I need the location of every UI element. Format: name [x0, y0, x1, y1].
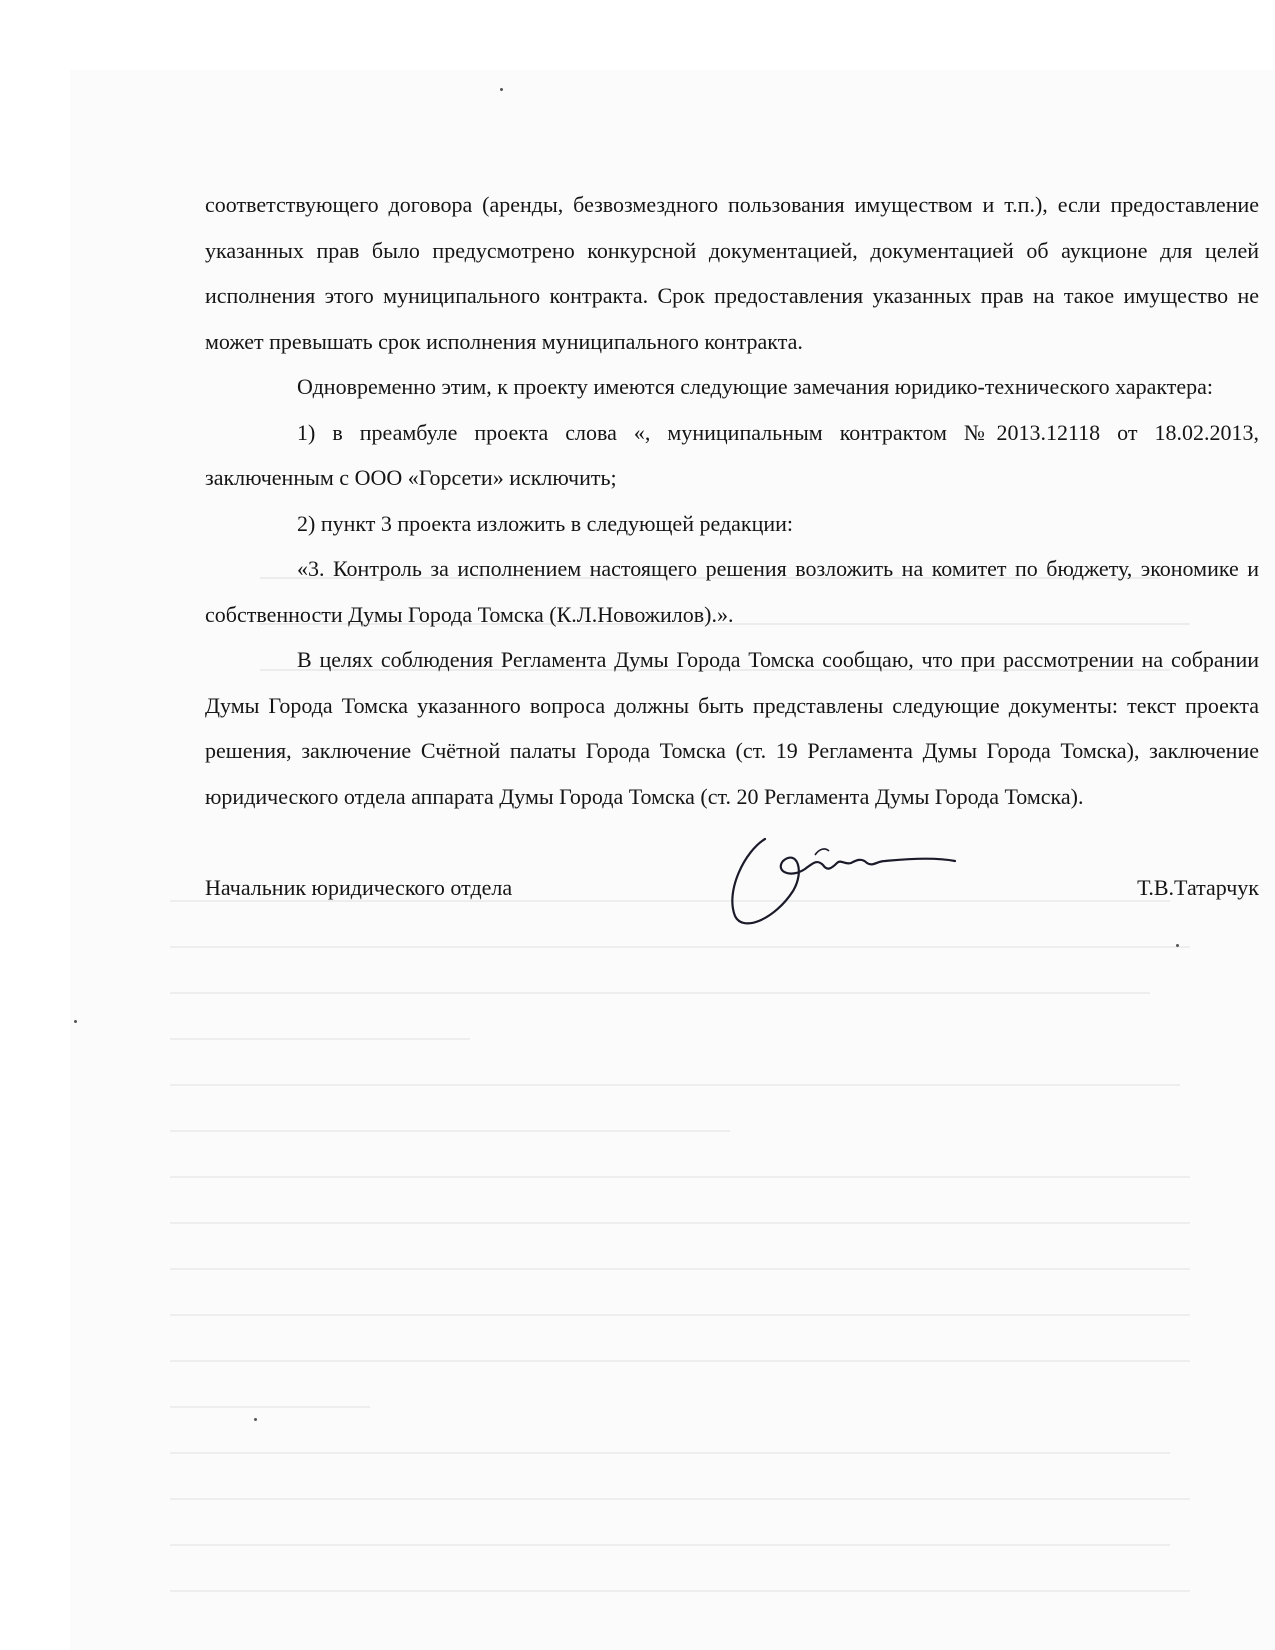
- scan-speck: [500, 88, 503, 91]
- letter-paragraph: 2) пункт 3 проекта изложить в следующей редакции:: [297, 510, 794, 536]
- scan-speck: [74, 1020, 77, 1023]
- signer-title: Начальник юридического отдела: [205, 875, 513, 900]
- letter-paragraph: В целях соблюдения Регламента Думы Города Томска сообщаю, что при рассмотрении на собрании Думы Города Томска указанного вопроса должны быть представлены следующие документы: текст проекта решения, заключение Счётной палаты Города Томска (ст. 19 Регламента Думы Города Томска), заключение юридического отдела аппарата Думы Города Томска (ст. 20 Регламента Думы Города Томска).: [205, 647, 1259, 809]
- letter-paragraph: «3. Контроль за исполнением настоящего решения возложить на комитет по бюджету, экономике и собственности Думы Города Томска (К.Л.Новожилов).».: [205, 556, 1259, 627]
- letter-paragraph: соответствующего договора (аренды, безвозмездного пользования имуществом и т.п.), если предоставление указанных прав было предусмотрено конкурсной документацией, документацией об аукционе для целей исполнения этого муниципального контракта. Срок предоставления указанных прав на такое имущество не может превышать срок исполнения муниципального контракта.: [205, 192, 1259, 354]
- letter-paragraph: 1) в преамбуле проекта слова «, муниципальным контрактом №2013.12118 от 18.02.2013, заключенным с ООО «Горсети» исключить;: [205, 419, 1259, 490]
- signature-block: [205, 859, 1259, 919]
- handwritten-signature: [705, 821, 965, 941]
- letter-paragraph: Одновременно этим, к проекту имеются следующие замечания юридико-технического характера:: [297, 374, 1213, 399]
- signer-name: Т.В.Татарчук: [1137, 875, 1259, 900]
- letter-body: [205, 182, 1259, 919]
- scan-speck: [254, 1418, 257, 1421]
- scan-speck: [1176, 944, 1179, 947]
- scan-margin: [0, 0, 1275, 70]
